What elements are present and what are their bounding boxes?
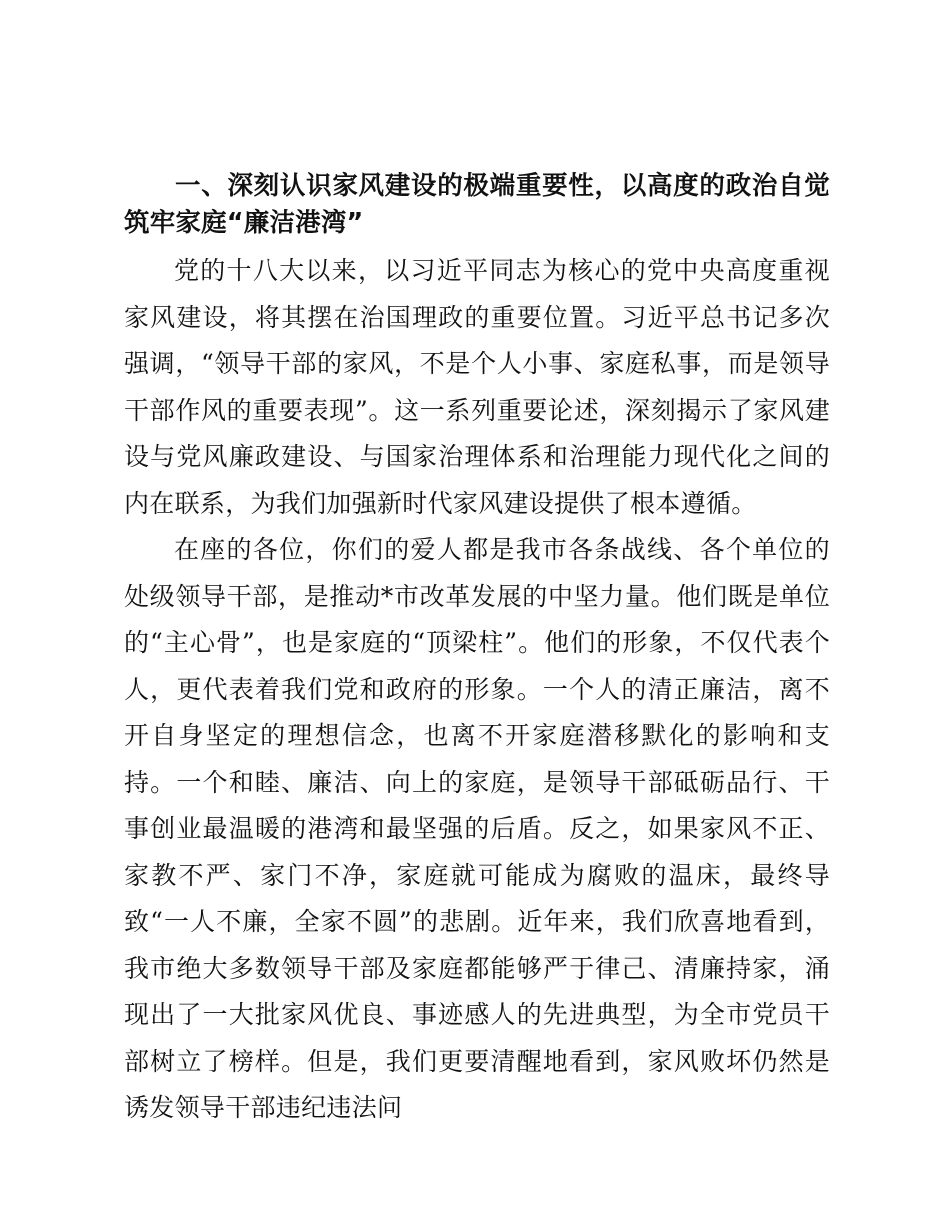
body-paragraph-1: 党的十八大以来，以习近平同志为核心的党中央高度重视家风建设，将其摆在治国理政的重要位置。习近平总书记多次强调，“领导干部的家风，不是个人小事、家庭私事，而是领导干部作风的重要表现”。这一系列重要论述，深刻揭示了家风建设与党风廉政建设、与国家治理体系和治理能力现代化之间的内在联系，为我们加强新时代家风建设提供了根本遵循。 — [124, 256, 830, 518]
body-paragraph-2: 在座的各位，你们的爱人都是我市各条战线、各个单位的处级领导干部，是推动*市改革发展的中坚力量。他们既是单位的“主心骨”，也是家庭的“顶梁柱”。他们的形象，不仅代表个人，更代表着我们党和政府的形象。一个人的清正廉洁，离不开自身坚定的理想信念，也离不开家庭潜移默化的影响和支持。一个和睦、廉洁、向上的家庭，是领导干部砥砺品行、干事创业最温暖的港湾和最坚强的后盾。反之，如果家风不正、家教不严、家门不净，家庭就可能成为腐败的温床，最终导致“一人不廉，全家不圆”的悲剧。近年来，我们欣喜地看到，我市绝大多数领导干部及家庭都能够严于律己、清廉持家，涌现出了一大批家风优良、事迹感人的先进典型，为全市党员干部树立了榜样。但是，我们更要清醒地看到，家风败坏仍然是诱发领导干部违纪违法问 — [124, 535, 830, 1122]
document-page — [124, 168, 830, 1132]
section-heading: 一、深刻认识家风建设的极端重要性，以高度的政治自觉筑牢家庭“廉洁港湾” — [124, 171, 830, 238]
